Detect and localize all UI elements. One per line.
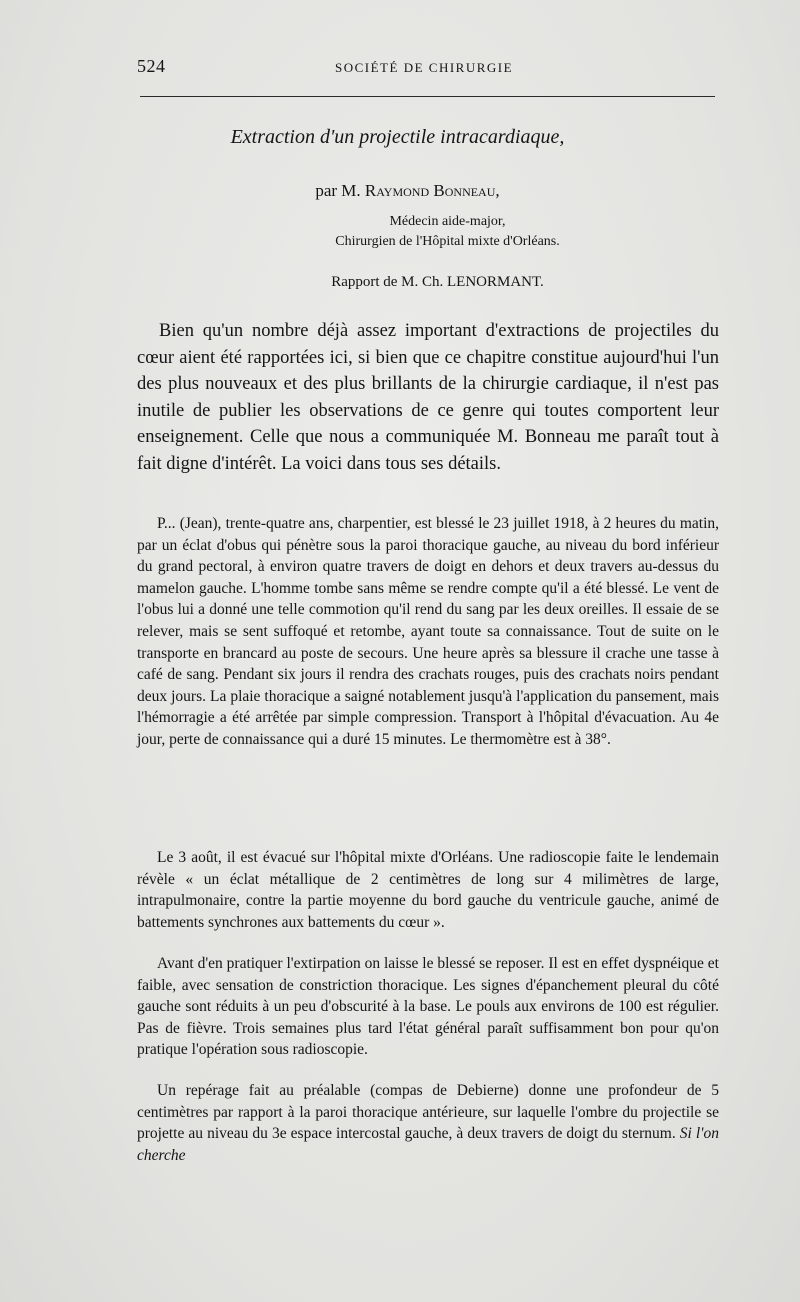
case-paragraph-4 bbox=[137, 1080, 719, 1166]
article-title: Extraction d'un projectile intracardiaque, bbox=[230, 126, 565, 148]
case-paragraph-2: Le 3 août, il est évacué sur l'hôpital mixte d'Orléans. Une radioscopie faite le lendemain révèle « un éclat métallique de 2 centimètres de long sur 4 milimètres de large, intrapulmonaire, contre la partie moyenne du bord gauche du ventricule gauche, animé de battements synchrones aux battements du cœur ». bbox=[137, 849, 719, 931]
author-name: Raymond Bonneau, bbox=[364, 181, 500, 200]
page-number: 524 bbox=[137, 56, 166, 76]
intro-paragraph: Bien qu'un nombre déjà assez important d'extractions de projectiles du cœur aient été rapportées ici, si bien que ce chapitre constitue aujourd'hui l'un des plus nouveaux et des plus brillants de la chirurgie cardiaque, il n'est pas inutile de publier les observations de ce genre qui toutes comportent leur enseignement. Celle que nous a communiquée M. Bonneau me paraît tout à fait digne d'intérêt. La voici dans tous ses détails. bbox=[137, 321, 719, 474]
case-paragraph-4-text: Un repérage fait au préalable (compas de Debierne) donne une profondeur de 5 centimètres par rapport à la paroi thoracique antérieure, sur laquelle l'ombre du projectile se projette au niveau du 3e espace intercostal gauche, à deux travers de doigt du sternum. bbox=[137, 1082, 719, 1143]
report-line: Rapport de M. Ch. LENORMANT. bbox=[331, 274, 544, 290]
author-affiliation-role: Médecin aide-major, bbox=[389, 214, 506, 229]
page-header bbox=[137, 56, 717, 82]
case-paragraph-3: Avant d'en pratiquer l'extirpation on laisse le blessé se reposer. Il est en effet dyspnéique et faible, avec sensation de constriction thoracique. Les signes d'épanchement pleural du côté gauche sont réduits à un peu d'obscurité à la base. Le pouls aux environs de 100 est régulier. Pas de fièvre. Trois semaines plus tard l'état général paraît suffisamment bon pour qu'on pratique l'opération sous radioscopie. bbox=[137, 955, 719, 1059]
author-affiliation-hospital: Chirurgien de l'Hôpital mixte d'Orléans. bbox=[335, 234, 560, 249]
case-paragraph-1: P... (Jean), trente-quatre ans, charpentier, est blessé le 23 juillet 1918, à 2 heures du matin, par un éclat d'obus qui pénètre sous la paroi thoracique gauche, au niveau du bord inférieur du grand pectoral, à environ quatre travers de doigt en dehors et deux travers au-dessus du mamelon gauche. L'homme tombe sans même se rendre compte qu'il a été blessé. Le vent de l'obus lui a donné une telle commotion qu'il rend du sang par les deux oreilles. Il essaie de se relever, mais se sent suffoqué et retombe, ayant toute sa connaissance. Tout de suite on le transporte en brancard au poste de secours. Une heure après sa blessure il crache une tasse à café de sang. Pendant six jours il rendra des crachats rouges, puis des crachats noirs pendant deux jours. La plaie thoracique a saigné notablement jusqu'à l'application du pansement, mais l'hémorragie a été arrêtée par simple compression. Transport à l'hôpital d'évacuation. Au 4e jour, perte de connaissance qui a duré 15 minutes. Le thermomètre est à 38°. bbox=[137, 515, 719, 748]
header-rule bbox=[140, 96, 715, 97]
byline-prefix: par M. bbox=[315, 181, 365, 200]
article-byline bbox=[140, 181, 715, 201]
case-paragraph-4-italic: Si l'on cherche bbox=[137, 1125, 719, 1164]
running-head: SOCIÉTÉ DE CHIRURGIE bbox=[335, 60, 514, 75]
